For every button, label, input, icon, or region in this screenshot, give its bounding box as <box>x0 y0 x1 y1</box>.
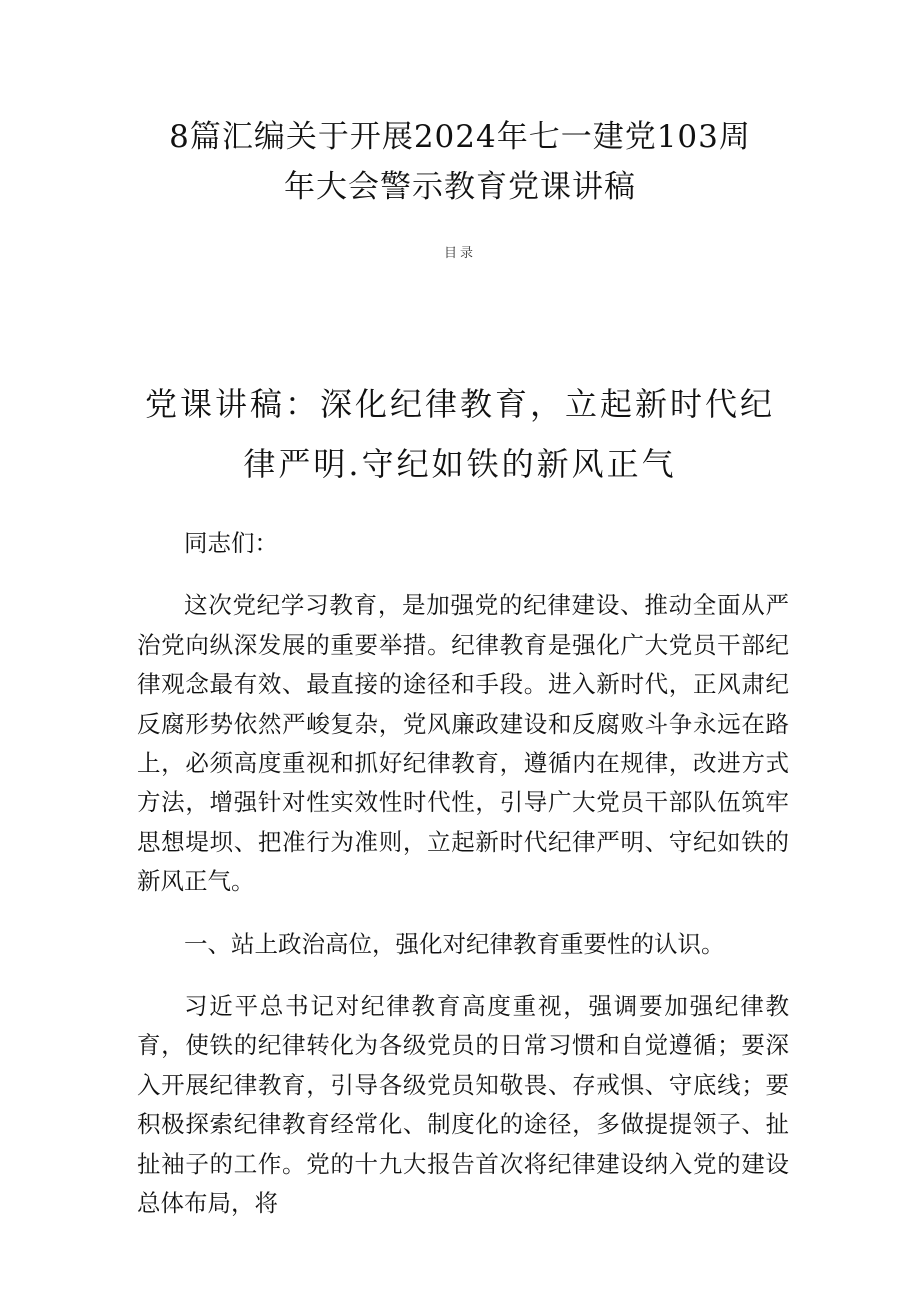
salutation: 同志们： <box>184 529 278 557</box>
table-of-contents-label: 目录 <box>443 246 476 261</box>
body-paragraph: 习近平总书记对纪律教育高度重视，强调要加强纪律教育，使铁的纪律转化为各级党员的日常习惯和自觉遵循；要深入开展纪律教育，引导各级党员知敬畏、存戒惧、守底线；要积极探索纪律教育经常化、制度化的途径，多做提提领子、扯扯袖子的工作。党的十九大报告首次将纪律建设纳入党的建设总体布局，将 <box>137 992 789 1218</box>
document-title-line-1: 8篇汇编关于开展2024年七一建党103周 <box>169 119 751 155</box>
document-title <box>80 112 840 212</box>
document-title-line-2: 年大会警示教育党课讲稿 <box>284 169 636 205</box>
section-title <box>130 374 790 494</box>
section-heading: 一、站上政治高位，强化对纪律教育重要性的认识。 <box>184 929 725 958</box>
body-paragraph: 这次党纪学习教育，是加强党的纪律建设、推动全面从严治党向纵深发展的重要举措。纪律教育是强化广大党员干部纪律观念最有效、最直接的途径和手段。进入新时代，正风肃纪反腐形势依然严峻复杂，党风廉政建设和反腐败斗争永远在路上，必须高度重视和抓好纪律教育，遵循内在规律，改进方式方法，增强针对性实效性时代性，引导广大党员干部队伍筑牢思想堤坝、把准行为准则，立起新时代纪律严明、守纪如铁的新风正气。 <box>137 591 789 896</box>
section-title-line-2: 律严明.守纪如铁的新风正气 <box>243 445 677 483</box>
section-title-line-1: 党课讲稿：深化纪律教育，立起新时代纪 <box>144 385 775 423</box>
document-body <box>137 524 789 1247</box>
